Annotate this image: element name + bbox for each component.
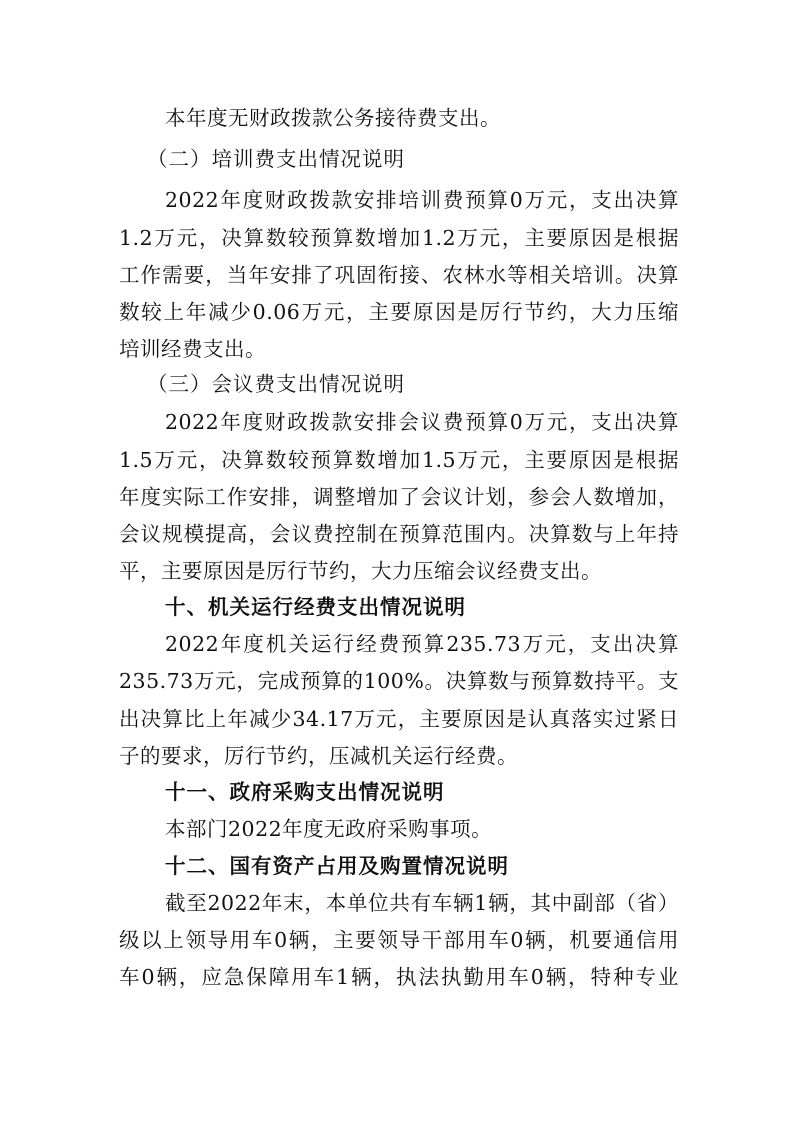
paragraph-line: 2022年度财政拨款安排会议费预算0万元，支出决算 (165, 410, 679, 434)
section-heading: 十、机关运行经费支出情况说明 (165, 595, 466, 619)
paragraph-line: 本年度无财政拨款公务接待费支出。 (165, 106, 501, 130)
paragraph-line: 子的要求，厉行节约，压减机关运行经费。 (119, 744, 518, 768)
paragraph-line: 年度实际工作安排，调整增加了会议计划，参会人数增加， (119, 485, 679, 509)
section-heading: 十一、政府采购支出情况说明 (165, 780, 445, 804)
section-subheading: （三）会议费支出情况说明 (147, 372, 405, 396)
section-subheading: （二）培训费支出情况说明 (147, 147, 405, 171)
paragraph-line: 2022年度财政拨款安排培训费预算0万元，支出决算 (165, 188, 679, 212)
paragraph-line: 1.2万元，决算数较预算数增加1.2万元，主要原因是根据 (119, 226, 679, 250)
paragraph-line: 车0辆，应急保障用车1辆，执法执勤用车0辆，特种专业 (119, 965, 679, 989)
paragraph-line: 截至2022年末，本单位共有车辆1辆，其中副部（省） (165, 891, 679, 915)
paragraph-line: 数较上年减少0.06万元，主要原因是厉行节约，大力压缩 (119, 300, 679, 324)
paragraph-line: 出决算比上年减少34.17万元，主要原因是认真落实过紧日 (119, 707, 679, 731)
paragraph-line: 1.5万元，决算数较预算数增加1.5万元，主要原因是根据 (119, 448, 679, 472)
paragraph-line: 会议规模提高，会议费控制在预算范围内。决算数与上年持 (119, 522, 679, 546)
section-heading: 十二、国有资产占用及购置情况说明 (165, 854, 509, 878)
paragraph-line: 2022年度机关运行经费预算235.73万元，支出决算 (165, 632, 679, 656)
paragraph-line: 平，主要原因是厉行节约，大力压缩会议经费支出。 (119, 559, 602, 583)
paragraph-line: 235.73万元，完成预算的100%。决算数与预算数持平。支 (119, 669, 679, 693)
paragraph-line: 培训经费支出。 (119, 337, 266, 361)
paragraph-line: 本部门2022年度无政府采购事项。 (165, 817, 493, 841)
paragraph-line: 工作需要，当年安排了巩固衔接、农林水等相关培训。决算 (119, 263, 679, 287)
paragraph-line: 级以上领导用车0辆，主要领导干部用车0辆，机要通信用 (119, 928, 679, 952)
